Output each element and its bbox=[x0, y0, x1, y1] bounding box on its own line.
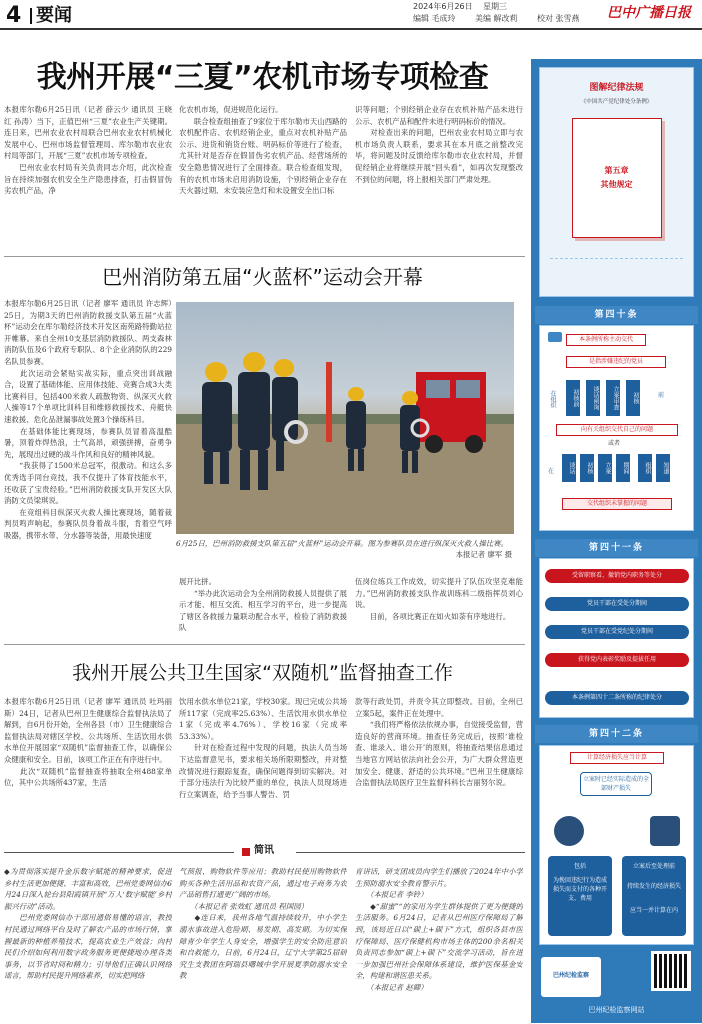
art40-b1: 初核前 bbox=[566, 380, 580, 416]
art40-card bbox=[539, 325, 694, 531]
art42-right2: 持续发生的经济损失 bbox=[626, 883, 681, 890]
footer-logo-text: 巴州纪检监察 bbox=[552, 972, 589, 979]
art40-b3: 立案审查 bbox=[606, 380, 620, 416]
chapter-line2: 其他规定 bbox=[600, 179, 633, 189]
section-name: 要闻 bbox=[36, 5, 72, 26]
issue-weekday: 星期三 bbox=[483, 2, 507, 11]
art40-c4: 期间 bbox=[616, 454, 630, 482]
article2-col3: 伍岗位练兵工作成效，切实提升了队伍攻坚克难能力。”巴州消防救援支队作战训练科二级指挥员刘心说。 目前，各项比赛正在如火如荼有序地进行。 bbox=[355, 577, 523, 621]
issue-date: 2024年6月26日 bbox=[413, 2, 473, 11]
designer-credit: 美编 解改莉 bbox=[475, 14, 518, 23]
photo-caption: 6月25日，巴州消防救援支队第五届“火蓝杯”运动会开幕。图为参赛队员在进行纵深灭火救人操比赛。 bbox=[176, 539, 509, 548]
page-number: 4 bbox=[6, 3, 22, 28]
art41-title: 第四十一条 bbox=[535, 539, 698, 557]
art41-item2: 党员干部在受处分期间 bbox=[545, 597, 689, 611]
brief-col3: 育讲话，研支团成员向学生们播放了2024年中小学生预防溺水安全教育警示片。 （本报记者 李铃） ◆“甜蜜”“的家用为学生群体提供了更为便捷的生活服务。6月24日，记者从巴州医疗保障局了解到，该局近日以“碳上+碳下”方式，组织各县市医疗保障局、医疗保健机构市场主体的200余名相关负责同志参加“碳上+碳下”交流学习活动，旨在进一步加强巴州社会保障体系建设，维护医保基金安全，构建和谐医患关系。 （本报记者 赵卿） bbox=[355, 867, 523, 992]
proofreader-credit: 校对 张雪燕 bbox=[537, 14, 580, 23]
art40-b2: 谈话函询 bbox=[586, 380, 600, 416]
loss-chart-icon bbox=[650, 816, 680, 846]
brief-marker bbox=[242, 848, 250, 856]
article2-col2: 展开比拼。 “举办此次运动会为全州消防救援人员提供了展示才能、相互交流、相互学习的平台，进一步提高了辖区各救援力量联动配合水平，检验了消防救援队 bbox=[179, 577, 347, 633]
art40-top: 本条例所称主动交代 bbox=[566, 334, 646, 346]
art40-left2: 在 bbox=[548, 468, 555, 475]
article2-col1: 本报库尔勒6月25日讯（记者 廖军 通讯员 许志辉）25日，为期3天的巴州消防救援支队第五届“火蓝杯”运动会在库尔勒经济技术开发区南苑路特勤站拉开帷幕。来自全州10支基层消防救援队、两支森林消防队伍及6个政府专职队、8个企业消防队的229名队员参赛。 此次运动会紧贴实战实际，重点突出训战融合，设置了基础体能、应用体技能、竞赛合成3大类比赛科目，包括400米救人疏散物资、纵深灭火救人操等17个单项比训科目和维修救援技术、舟艇快速救援、危化品泄漏事故处置3个操练科目。 在基础体能比赛现场，参赛队员冒着高温酷暑，顶着炸焊热浪，士气高昂，顽强拼搏，奋勇争先，展现出过硬的战斗作风和良好的精神风貌。 “我获得了1500米总冠军，很激动。和这么多优秀选手同台竞技，我不仅提升了体育技能水平，还收获了宝贵经验。”巴州消防救援支队开发区大队消防文员梁琪说。 在竞组科目纵深灭火救人操比赛现场，随着裁判员鸣声响起，参赛队员身着战斗服，肯着空气呼吸器，携带水带、分水器等装备，用最快速度 bbox=[4, 299, 172, 540]
panel-header-card bbox=[539, 67, 694, 297]
panel-deco-icon bbox=[550, 258, 683, 286]
article3-col2: 饮用水供水单位21家，学校30家。现已完成公共场所117家（完成率25.63%）、生活饮用水供水单位1家（完成率4.76%）、学校16家（完成率53.33%）。 针对在检查过程中发现的问题，执法人员当场下达监督意见书，要求相关场所限期整改，并对整改情况进行跟踪复查，确保问题得到切实解决。对于部分违法行为比较严重的单位，执法人员现场进行立案调查，给予当事人警告、罚 bbox=[179, 697, 347, 799]
art40-right: 前 bbox=[658, 392, 665, 399]
brief-col2: 气预报、购物软件等应用；教助村民使用购物软件购买各种生活用品和农资产品，通过电子商务为农产品销售打通更广阔的市场。 （本报记者 张效虹 通讯员 程国园） ◆连日来，我州各地气温持续较升，中小学生溺水事故进入危险期、易发期、高发期。为切实保障青少年学生人身安全，增强学生的安全防范意识和自救能力，日前，6月24日，辽宁大学第25届研究生支教团在阿瑞县曙城中学开展夏季防溺水安全教 bbox=[179, 867, 347, 981]
brief-rule-right bbox=[296, 852, 525, 853]
art40-b4: 初核 bbox=[626, 380, 640, 416]
panel-header-title: 图解纪律法规 bbox=[589, 83, 644, 93]
art41-item5: 本条例第四十二条所称的纪律处分 bbox=[545, 691, 689, 705]
art41-item4: 获得党内表彰奖励及提拔任用 bbox=[545, 653, 689, 667]
money-bag-icon bbox=[554, 816, 584, 846]
art40-left: 在组织 bbox=[549, 390, 556, 408]
art41-item1: 受留职察看、撤销党内职务等处分 bbox=[545, 569, 689, 583]
masthead-rule bbox=[0, 28, 702, 30]
editor-credit: 编辑 毛成玲 bbox=[413, 14, 456, 23]
discipline-infographic-panel bbox=[531, 59, 702, 1023]
article2-headline: 巴州消防第五届“火蓝杯”运动会开幕 bbox=[102, 265, 423, 289]
art42-mid: 立案时已经实际造成的全部财产损失 bbox=[580, 772, 652, 796]
art42-right1: 立案后至处理前 bbox=[632, 863, 675, 870]
panel-footer: 巴州纪检监察网站 bbox=[588, 1006, 645, 1014]
art40-mid2: 向有关组织交代自己的问题 bbox=[556, 424, 678, 436]
art41-item3: 党员干部在受党纪处分期间 bbox=[545, 625, 689, 639]
art42-left1: 包括 bbox=[573, 863, 586, 870]
art40-c3: 立案 bbox=[598, 454, 612, 482]
art40-c1: 谈话 bbox=[562, 454, 576, 482]
art42-card bbox=[539, 745, 694, 945]
article1-headline: 我州开展“三夏”农机市场专项检查 bbox=[36, 60, 489, 95]
art40-c6: 知道 bbox=[656, 454, 670, 482]
art40-or: 或者 bbox=[608, 440, 621, 447]
qr-code-icon bbox=[651, 951, 691, 991]
art40-c5: 组织 bbox=[638, 454, 652, 482]
art40-c2: 初核 bbox=[580, 454, 594, 482]
fire-drill-scene bbox=[176, 302, 514, 534]
art42-right3: 应当一并计算在内 bbox=[629, 907, 678, 914]
art42-left2: 为挽回违纪行为造成损失而支付的各种开支、费用 bbox=[552, 877, 607, 902]
article3-headline: 我州开展公共卫生国家“双随机”监督抽查工作 bbox=[72, 662, 453, 684]
art40-middle: 是指涉嫌违纪的党员 bbox=[566, 356, 666, 368]
brief-col1: ◆为贯彻落实提升金乐数字赋能的精神要求，促进乡村生活更加便捷、丰富和高效，巴州党委网信办6月24日深入轮台县阳霞镇开展“万人‘数字赋能’乡村振兴行动”活动。 巴州党委网信办干部用通俗易懂的语言，教授村民通过网络平台及时了解农产品的市场行情，掌握最新的种植养殖技术，提高农业生产效益；向村民们介绍如何利用数字政务服务更便捷地办理各类事务，以节省时间和精力；引导他们正确认识网络谣言，帮助村民提升网络素养，切实把网络 bbox=[4, 867, 172, 981]
photo-credit: 本报记者 廖军 摄 bbox=[455, 550, 512, 559]
art42-title: 第四十二条 bbox=[535, 725, 698, 743]
newspaper-logo: 巴中广播日报 bbox=[607, 5, 691, 21]
article3-col3: 款等行政处罚，并责令其立即整改。目前，全州已立案5起，案件正在处理中。 “我们将严格依法依规办事，自觉接受监督，营造良好的营商环境。抽查任务完成后，按照‘谁检查、谁录入、谁公开’的原则，将抽查结果信息通过当地官方网站依法向社会公开，为广大群众营造更加安全、健康、舒适的公共环境。”巴州卫生健康综合监督执法局医疗卫生监督科科长吉丽努尔说。 bbox=[355, 697, 523, 788]
fire-drill-photo bbox=[176, 302, 514, 534]
brief-rule-left bbox=[4, 852, 234, 853]
page-number-divider bbox=[30, 8, 32, 24]
art40-title: 第四十条 bbox=[535, 306, 698, 324]
article2-divider bbox=[4, 644, 525, 645]
art40-bottom: 交代组织未掌握的问题 bbox=[562, 498, 672, 510]
article1-col3: 识等问题；个别经销企业存在农机补贴产品未进行公示、农机产品和配件未进行明码标价的情况。 对检查出来的问题，巴州农业农村局立即与农机市场负责人联系，要求其在本月底之前整改完毕，将问题及时反馈给库尔勒市农业农村局，并督促经销企业将继续开展“回头看”，如再次发现整改不到位的问题，将上报相关部门严肃处理。 bbox=[355, 105, 523, 184]
gavel-icon bbox=[548, 332, 562, 342]
article1-col1: 本报库尔勒6月25日讯（记者 薛云少 通讯员 王晓红 孙涛）当下，正值巴州“三夏”农业生产关键期。连日来，巴州农业农村局联合巴州农业农村机械化发展中心、巴州市场监督管理局、库尔勒市农业农村局等部门，开展“三夏”农机市场专项检查。 巴州农业农村局有关负责同志介绍，此次检查旨在持续加强农机安全生产隐患排查，打击假冒伪劣农机产品，净 bbox=[4, 105, 172, 196]
article1-col2: 化农机市场，促进规范化运行。 联合检查组抽查了9家位于库尔勒市天山西路的农机配件店、农机经销企业，重点对农机补贴产品公示、进货和销货台账、明码标价等进行了检查，尤其针对是否存在假冒伪劣农机产品、经营场所的安全隐患情况进行了全面排查。联合检查组发现，有的农机市场未启用消防设施，个别经销企业存在天火器过期、未安装应急灯和未设置安全出口标 bbox=[179, 105, 347, 196]
chapter-line1: 第五章 bbox=[604, 165, 629, 175]
art42-top: 计算经济损失应当计算 bbox=[570, 752, 664, 764]
brief-title: 简讯 bbox=[254, 845, 274, 856]
article3-col1: 本报库尔勒6月25日讯（记者 廖军 通讯员 吐玛丽斯）24日，记者从巴州卫生健康综合监督执法局了解到，自6月份开始，全州各县（市）卫生健康综合监督执法局对辖区学校、公共场所、生活饮用水供水单位开展国家“双随机”监督抽查工作，以确保公众健康和安全。目前，该项工作正在有序进行中。 此次“双随机”监督抽查将抽取全州488家单位，其中公共场所437家，生活 bbox=[4, 697, 172, 788]
article1-divider bbox=[4, 256, 525, 257]
panel-subheader: 《中国共产党纪律处分条例》 bbox=[580, 99, 653, 105]
